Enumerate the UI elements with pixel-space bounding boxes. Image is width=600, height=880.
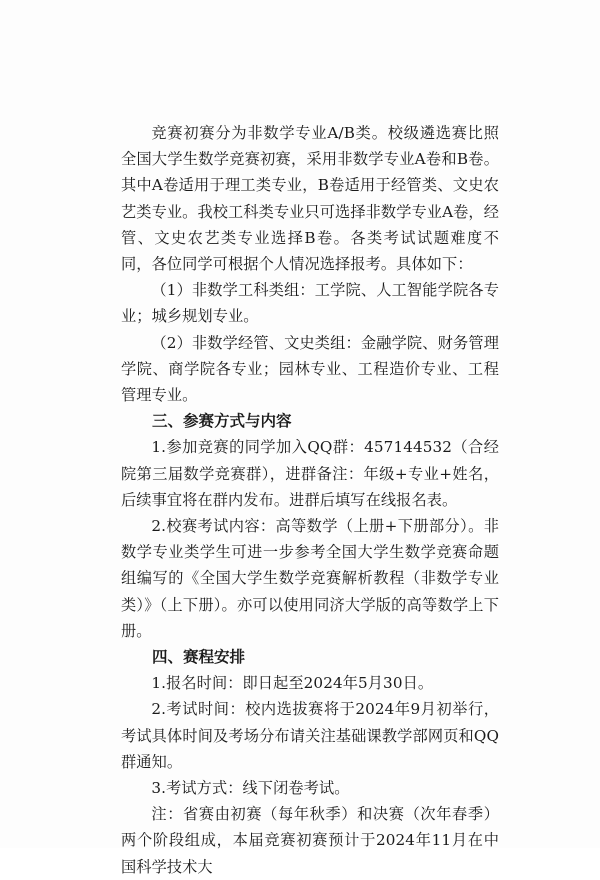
- document-body: [121, 120, 499, 880]
- exam-content-paragraph: 2.校赛考试内容：高等数学（上册+下册部分）。非数学专业类学生可进一步参考全国大学生数学竞赛命题组编写的《全国大学生数学竞赛解析教程（非数学专业类）》（上下册）。亦可以使用同济大学版的高等数学上下册。: [121, 517, 499, 640]
- registration-time-paragraph: 1.报名时间：即日起至2024年5月30日。: [151, 674, 434, 693]
- intro-paragraph: 竞赛初赛分为非数学专业A/B类。校级遴选赛比照全国大学生数学竞赛初赛，采用非数学专业A卷和B卷。其中A卷适用于理工类专业，B卷适用于经管类、文史农艺类专业。我校工科类专业只可选择非数学专业A卷，经管、文史农艺类专业选择B卷。各类考试试题难度不同，各位同学可根据个人情况选择报考。具体如下：: [121, 124, 499, 274]
- group-engineering-paragraph: （1）非数学工科类组：工学院、人工智能学院各专业；城乡规划专业。: [121, 281, 499, 326]
- qq-group-paragraph: 1.参加竞赛的同学加入QQ群：457144532（合经院第三届数学竞赛群），进群备注：年级+专业+姓名，后续事宜将在群内发布。进群后填写在线报名表。: [121, 438, 499, 509]
- exam-format-paragraph: 3.考试方式：线下闭卷考试。: [151, 779, 350, 798]
- section-heading-schedule: 四、赛程安排: [152, 648, 246, 667]
- note-paragraph: 注：省赛由初赛（每年秋季）和决赛（次年春季）两个阶段组成，本届竞赛初赛预计于2024年11月在中国科学技术大: [121, 805, 499, 876]
- section-heading-participation: 三、参赛方式与内容: [152, 412, 292, 431]
- exam-time-paragraph: 2.考试时间：校内选拔赛将于2024年9月初举行，考试具体时间及考场分布请关注基础课教学部网页和QQ群通知。: [121, 700, 499, 771]
- group-economics-paragraph: （2）非数学经管、文史类组：金融学院、财务管理学院、商学院各专业；园林专业、工程造价专业、工程管理专业。: [121, 333, 499, 405]
